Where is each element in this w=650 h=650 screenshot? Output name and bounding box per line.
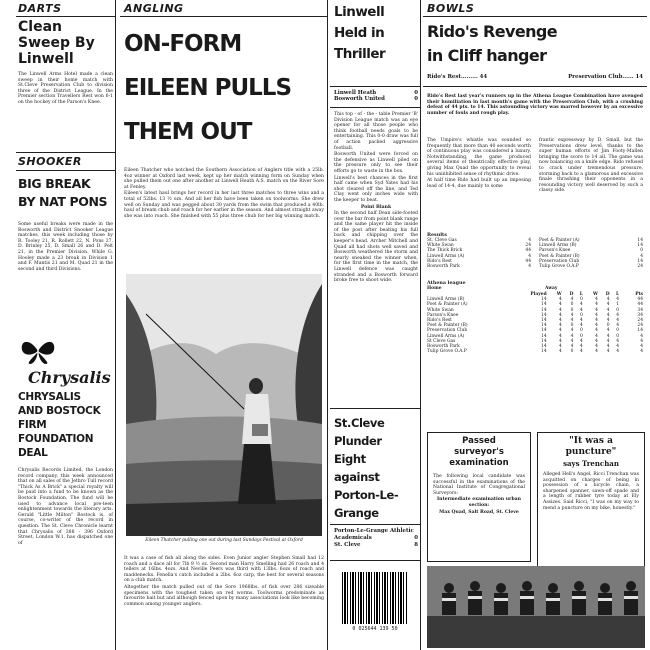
snooker-article: Some useful breaks were made in the Bosworth and District Snooker League matches, this week including those by R. Tooley 21, R. Rollett 22, N. Pons 27, D. Brinley 25, D. Small 26 and D. Pelt 21, in the Premier Division. While G. Hooley made a 23 break in Division 1 and F. Mantis 21 and M. Quad 21 in the second and third Divisions.	[18, 222, 113, 272]
league-cell: 4	[558, 333, 562, 339]
league-header-cell: L	[579, 292, 583, 297]
league-cell: 0	[570, 302, 574, 308]
league-cell: 4	[570, 318, 574, 324]
league-cell: 4	[606, 312, 610, 318]
league-cell: 4	[558, 328, 562, 334]
result-score: 24	[637, 264, 643, 270]
snooker-section-label: SHOOKER	[18, 155, 82, 168]
league-cell: 0	[570, 323, 574, 329]
league-cell: 4	[558, 338, 562, 344]
results-title: Results	[427, 232, 447, 238]
league-cell: 4	[558, 318, 562, 324]
league-cell: 14	[541, 338, 547, 344]
bowls-article-col2: frantic expressway by D. Small, but the Preservations drew level, thanks to the super human efforts of Jim Footy-Mallen bringing the score to 14 all. The game was now balancing on a knife edge. Rido refused to crack under tremendous pressure, storming back to a glamorous and excessive finale thrashing their opponents in a resounding victory well deserved by such a classy side.	[539, 138, 643, 194]
result-team: White Swan	[427, 243, 454, 249]
league-cell: 14	[541, 302, 547, 308]
league-cell: 4	[580, 349, 583, 355]
league-cell: 4	[595, 333, 598, 339]
result-score: 24	[525, 243, 531, 249]
divider	[330, 408, 420, 409]
result-row	[427, 264, 531, 269]
result-team: The Thick Brick	[427, 248, 463, 254]
league-cell: 4	[558, 349, 562, 355]
league-header-cell: W	[556, 292, 562, 297]
divider	[16, 170, 115, 171]
result-score: 44	[525, 258, 531, 264]
angling-article-continued: It was a case of fish all along the sides. Even Junior angler Stephen Small had 12 roach and a dace all for 7lb 9 ½ oz. Second man Harry Smelling had 26 roach and 4 tellers at 16lbs. 4ozs. And Neville Peers was third with 13lbs. 6ozs of roach and maddenecks. Fenella's catch included a 2lbs. 6oz carp, the best for several seasons on a club match. Altogether the match pulled out of the Sore 1968lbs. of fish over 286 sizeable specimens with the toughest taken on red worms. Toolworms predominate as favourite bait but and although fenced upon by many associations look like becoming common among younger anglers.	[124, 556, 324, 607]
divider	[330, 107, 420, 108]
divider	[330, 86, 420, 87]
league-cell: 1	[616, 302, 620, 308]
league-cell: 4	[558, 297, 562, 303]
league-cell: 4	[595, 328, 598, 334]
angling-article-intro: Eileen Thatcher who notched the Southern Association of Anglers title with a 25lb. 4oz winner at Oxford last week, kept up her match winning form on Sunday when she pulled them out one after another at Linwell Heath A.S. match on the River Sore at Fenley. Eileen's latest haul brings her record in her last three matches to three wins and a total of 52lbs. 13 ½ ozs. And all her fish have been taken on toolworms. She drew well on Sunday and was pegged about 30 yards from the swim that produced a 40lb. haul of bream chub and roach for her earlier in the season. And almost straight away she was into roach. She finished with 55 plus three chub for her big winning match.	[124, 168, 324, 219]
result-team: Tulip Grove O.A.P	[539, 264, 579, 270]
league-cell: 0	[580, 328, 583, 334]
angling-column	[116, 0, 327, 650]
barcode-number: 0 025644 139 50	[342, 626, 408, 632]
league-header-cell: Played	[530, 292, 547, 297]
league-cell: 14	[541, 344, 547, 350]
league-cell: 4	[595, 302, 598, 308]
league-cell: 0	[580, 312, 583, 318]
bowls-column	[421, 0, 650, 650]
bowls-section-label: BOWLS	[427, 2, 475, 15]
league-subheaders: Home Away	[427, 286, 558, 291]
league-cell: 4	[580, 302, 583, 308]
league-cell: 4	[640, 349, 643, 355]
league-cell: 24	[637, 318, 643, 324]
stcleve-headline: St.Cleve Plunder Eight against Porton-Le- Grange	[334, 416, 399, 520]
league-cell: 4	[558, 312, 562, 318]
snooker-headline: BIG BREAK BY NAT PONS	[18, 176, 108, 209]
result-score: 14	[637, 243, 643, 249]
league-cell: 34	[637, 307, 643, 313]
league-cell: 4	[570, 297, 574, 303]
league-header-cell: D	[605, 292, 610, 297]
league-cell: 0	[570, 307, 574, 313]
stcleve-score: Porton-Le-Grange Athletic Academicals 0 St. Cleve 8	[334, 528, 418, 548]
league-table	[427, 292, 643, 354]
league-cell: 4	[570, 312, 574, 318]
divider	[423, 16, 647, 17]
league-cell: 14	[637, 328, 643, 334]
team-photo	[427, 566, 645, 648]
result-team: Bosworth Park	[427, 264, 460, 270]
league-team: Poet & Painter (A)	[427, 302, 468, 308]
result-team: Linwell Arms (A)	[427, 253, 465, 259]
result-team: Rido's Rest	[427, 258, 452, 264]
league-cell: 4	[616, 349, 620, 355]
chrysalis-article: Chrysalis Records Limited, the London record company, this week announced that on all sales of the Jethro Tull record "Thick As A Brick" a special royalty will be paid into a fund to be known as the Bostock Foundation. The fund will be used to advance local pre-teen enlightenment towards the literary arts. Gerald "Little Milton" Bostock is, of course, co-writer of the record in question. The St. Cleve Chronicle learnt that Chrysalis of 388 - 396 Oxford Street, London W.1. has dispatched one of	[18, 468, 113, 546]
chrysalis-logo: Chrysalis	[28, 368, 111, 387]
result-team: Poet & Painter (B)	[539, 253, 580, 259]
league-cell: 0	[580, 297, 583, 303]
chrysalis-headline: CHRYSALIS AND BOSTOCK FIRM FOUNDATION DEAL	[18, 391, 101, 459]
league-cell: 4	[558, 302, 562, 308]
angler-photo	[126, 274, 322, 536]
league-cell: 0	[616, 328, 620, 334]
result-team: St. Cleve Gas	[427, 238, 457, 243]
league-cell: 4	[640, 333, 643, 339]
league-cell: 4	[606, 344, 610, 350]
league-header-cell: L	[615, 292, 620, 297]
linwell-score: Linwell Heath 0 Bosworth United 0	[334, 90, 418, 102]
league-cell: 4	[595, 318, 598, 324]
league-header-cell: Pts	[635, 292, 643, 297]
league-team: Rido's Rest	[427, 318, 452, 324]
league-cell: 4	[606, 318, 610, 324]
league-team: Linwell Arms (A)	[427, 333, 465, 339]
league-cell: 4	[616, 312, 620, 318]
result-team: Parson's Knee	[539, 248, 571, 254]
league-cell: 4	[606, 333, 610, 339]
bowls-article-col1: The Umpire's whistle was sounded so frequently that more than 40 seconds worth of continuous play was considered a luxury. Notwithstanding, the game produced several items of theatrically effective play, giving Max Quad the opportunity to reveal his uninhibited sense of rhythmic drive. At half time Rido had built up an imposing lead of 14-4, due mainly to some	[427, 138, 531, 189]
league-cell: 4	[640, 344, 643, 350]
result-score: 44	[525, 248, 531, 254]
league-cell: 0	[580, 333, 583, 339]
league-cell: 4	[606, 297, 610, 303]
result-team: Preservation Club	[539, 258, 580, 264]
league-cell: 4	[595, 312, 598, 318]
photo-caption: Eileen Thatcher pulling one out during last Sundays Festival at Oxford	[145, 538, 303, 543]
league-cell: 4	[595, 338, 598, 344]
league-header-cell: W	[593, 292, 598, 297]
league-cell: 4	[580, 338, 583, 344]
league-cell: 4	[606, 338, 610, 344]
league-team: Parson's Knee	[427, 312, 459, 318]
league-cell: 14	[541, 349, 547, 355]
league-cell: 0	[570, 349, 574, 355]
divider	[330, 524, 420, 525]
divider	[330, 560, 420, 561]
league-cell: 4	[595, 344, 598, 350]
result-score: 4	[528, 253, 531, 259]
darts-headline: Clean Sweep By Linwell	[18, 19, 95, 67]
linwell-article: This top - of - the - table Premier 'B' Division League match was an eye opener for all those people who think football needs goals to be entertaining. This 0-0 draw was full of action packed aggressive football. Bosworth United were forced on the defensive as Linwell piled on the pressure only to see their efforts go to waste in the box. Linwell's best chances in the first half came when Syd Yates had his shot cleared off the line, and Ted Clay went only inches wide with the keeper to beat. Point Blank In the second half Dean side-footed over the bar from point blank range and the same player hit the inside of the post after beating his full back and chipping over the keeper's head. Archer Mitchell and Quad all had shots well saved and Bosworth weathered the storm and nearly sneaked the winner when, for the first time in the match, the Linwell defence was caught stranded and a Bosworth forward broke free to shoot wide.	[334, 112, 418, 284]
puncture-headline: "It was a puncture" says Trenchan	[563, 436, 619, 468]
result-score: 4	[640, 253, 643, 259]
league-cell: 34	[637, 312, 643, 318]
league-cell: 14	[541, 328, 547, 334]
result-team: Poet & Painter (A)	[539, 238, 580, 243]
league-cell: 4	[606, 302, 610, 308]
league-cell: 4	[570, 328, 574, 334]
league-team: Tulip Grove O.A.P	[427, 349, 467, 355]
league-cell: 4	[616, 323, 620, 329]
league-cell: 44	[637, 297, 643, 303]
league-cell: 14	[541, 307, 547, 313]
league-cell: 4	[595, 323, 598, 329]
puncture-article: Alleged Hell's Angel, Ricci Trenchan was acquitted on charges of being in possession of a bicycle chain, a sharpened spanner, sawn-off spade and a length of rubber tyre today at Ely Assizes. Said Ricci, "I was on my way to mend a puncture on my bike, honestly."	[543, 472, 639, 511]
divider	[120, 16, 327, 17]
league-team: Preservation Club	[427, 328, 468, 334]
divider	[423, 86, 647, 87]
result-score: 14	[637, 238, 643, 243]
league-cell: 4	[595, 349, 598, 355]
league-team: Linwell Arms (B)	[427, 297, 465, 303]
league-team: Bosworth Park	[427, 344, 460, 350]
barcode	[342, 572, 408, 624]
league-cell: 44	[637, 302, 643, 308]
bowls-score: Rido's Rest......... 44 Preservation Club...... 14	[427, 74, 643, 80]
bowls-headline: Rido's Revenge in Cliff hanger	[427, 22, 557, 65]
league-cell: 14	[541, 333, 547, 339]
league-cell: 4	[558, 307, 562, 313]
result-team: Linwell Arms (B)	[539, 243, 577, 249]
divider	[16, 152, 115, 153]
angling-section-label: ANGLING	[124, 2, 184, 15]
league-cell: 4	[616, 297, 620, 303]
league-cell: 4	[558, 344, 562, 350]
league-cell: 4	[570, 333, 574, 339]
league-cell: 4	[616, 318, 620, 324]
result-row	[539, 264, 643, 269]
league-cell: 4	[606, 328, 610, 334]
league-cell: 4	[570, 338, 574, 344]
linwell-headline: Linwell Held in Thriller	[334, 4, 386, 62]
surveyor-headline: Passed surveyor's examination	[449, 436, 509, 468]
results-right	[539, 238, 643, 269]
darts-section-label: DARTS	[18, 2, 62, 15]
result-score: 14	[637, 258, 643, 264]
league-cell: 4	[606, 307, 610, 313]
darts-article: The Linwell Arms Hotel made a clean sweep in their home match with St.Cleve Preservation Club to division three of the District League. In the Premier section Travellers Rest won 6-1 on the hockey of the Parson's Knee.	[18, 72, 113, 105]
league-team: White Swan	[427, 307, 454, 313]
bowls-intro: Rido's Rest last year's runners up in the Athena League Combination have avenged their humiliation in last month's game with the Preservation Club, with a crushing defeat of 44 pts. to 14. This astounding victory was marred however by an excessive number of fouls and rough play.	[427, 94, 643, 116]
league-cell: 4	[616, 344, 620, 350]
league-team: St Cleve Gas	[427, 338, 456, 344]
football-column	[328, 0, 420, 650]
league-cell: 4	[595, 307, 598, 313]
divider	[16, 16, 115, 17]
league-cell: 4	[580, 344, 583, 350]
league-cell: 14	[541, 312, 547, 318]
result-score: 4	[528, 238, 531, 243]
result-score: 4	[528, 264, 531, 270]
league-cell: 4	[640, 338, 643, 344]
league-cell: 14	[541, 318, 547, 324]
league-cell: 24	[637, 323, 643, 329]
league-cell: 0	[606, 323, 610, 329]
league-cell: 14	[541, 323, 547, 329]
butterfly-logo-icon	[18, 336, 58, 366]
league-header-cell: D	[569, 292, 574, 297]
league-cell: 0	[616, 333, 620, 339]
league-cell: 4	[580, 318, 583, 324]
league-cell: 4	[570, 344, 574, 350]
league-cell: 14	[541, 297, 547, 303]
results-left	[427, 238, 531, 269]
league-row	[427, 349, 643, 354]
league-cell: 4	[616, 338, 620, 344]
result-score: 0	[640, 248, 643, 254]
league-cell: 4	[558, 323, 562, 329]
left-column	[0, 0, 115, 650]
league-cell: 4	[580, 323, 583, 329]
league-team: Poet & Painter (B)	[427, 323, 468, 329]
league-cell: 0	[616, 307, 620, 313]
league-cell: 4	[580, 307, 583, 313]
league-title: Athena league	[427, 280, 466, 286]
league-cell: 4	[606, 349, 610, 355]
league-cell: 4	[595, 297, 598, 303]
surveyor-article: The following local candidate was successful in the examinations of the National Institute of Congregational Surveyors: Intermediate examination urban section: Max Quad, Salt Road, St. Cleve	[433, 474, 525, 515]
angling-headline: ON-FORM EILEEN PULLS THEM OUT	[124, 31, 292, 145]
